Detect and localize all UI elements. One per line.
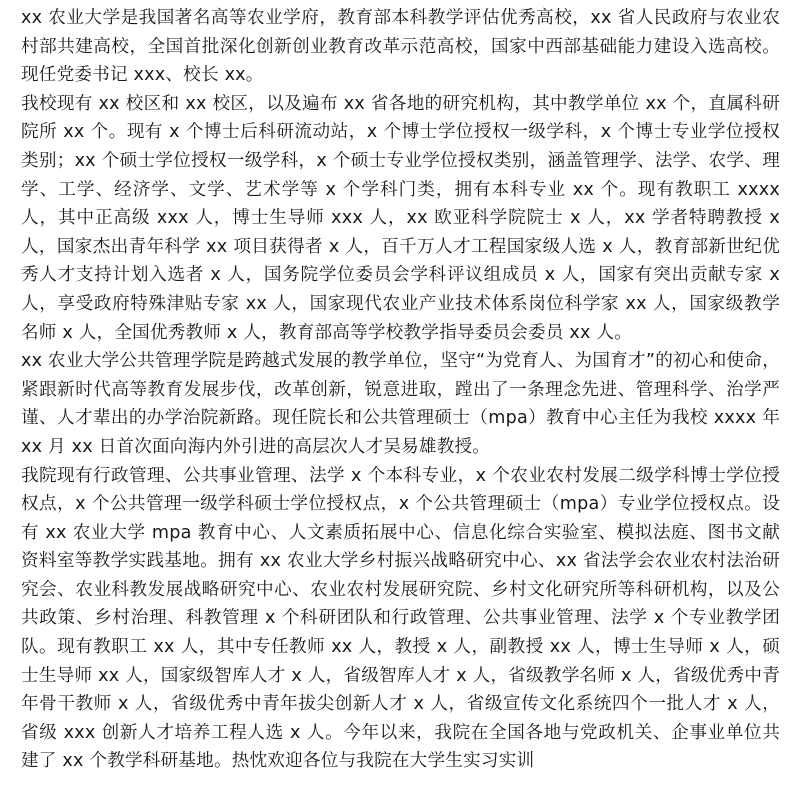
paragraph-campus-and-faculty: 我校现有 xx 校区和 xx 校区，以及遍布 xx 省各地的研究机构，其中教学单位 xx 个，直属科研院所 xx 个。现有 x 个博士后科研流动站，x 个博士学位授权一级学科，x 个博士专业学位授权类别；xx 个硕士学位授权一级学科，x 个硕士专业学位授权类别，涵盖管理学、法学、农学、理学、工学、经济学、文学、艺术学等 x 个学科门类，拥有本科专业 xx 个。现有教职工 xxxx 人，其中正高级 xxx 人，博士生导师 xxx 人，xx 欧亚科学院院士 x 人，xx 学者特聘教授 x 人，国家杰出青年科学 xx 项目获得者 x 人，百千万人才工程国家级人选 x 人，教育部新世纪优秀人才支持计划入选者 x 人，国务院学位委员会学科评议组成员 x 人，国家有突出贡献专家 x 人，享受政府特殊津贴专家 xx 人，国家现代农业产业技术体系岗位科学家 xx 人，国家级教学名师 x 人，全国优秀教师 x 人，教育部高等学校教学指导委员会委员 xx 人。 <box>21 93 780 343</box>
paragraph-college-programs: 我院现有行政管理、公共事业管理、法学 x 个本科专业，x 个农业农村发展二级学科博士学位授权点，x 个公共管理一级学科硕士学位授权点，x 个公共管理硕士（mpa）专业学位授权点。设有 xx 农业大学 mpa 教育中心、人文素质拓展中心、信息化综合实验室、模拟法庭、图书文献资料室等教学实践基地。拥有 xx 农业大学乡村振兴战略研究中心、xx 省法学会农业农村法治研究会、农业科教发展战略研究中心、农业农村发展研究院、乡村文化研究所等科研机构，以及公共政策、乡村治理、科教管理 x 个科研团队和行政管理、公共事业管理、法学 x 个专业教学团队。现有教职工 xx 人，其中专任教师 xx 人，教授 x 人，副教授 xx 人，博士生导师 x 人，硕士生导师 xx 人，国家级智库人才 x 人，省级智库人才 x 人，省级教学名师 x 人，省级优秀中青年骨干教师 x 人，省级优秀中青年拔尖创新人才 x 人，省级宣传文化系统四个一批人才 x 人，省级 xxx 创新人才培养工程人选 x 人。今年以来，我院在全国各地与党政机关、企事业单位共建了 xx 个教学科研基地。热忱欢迎各位与我院在大学生实习实训 <box>21 465 780 772</box>
paragraph-university-intro: xx 农业大学是我国著名高等农业学府，教育部本科教学评估优秀高校，xx 省人民政府与农业农村部共建高校，全国首批深化创新创业教育改革示范高校，国家中西部基础能力建设入选高校。现任党委书记 xxx、校长 xx。 <box>21 8 780 86</box>
paragraph-college-intro: xx 农业大学公共管理学院是跨越式发展的教学单位，坚守“为党育人、为国育才”的初心和使命，紧跟新时代高等教育发展步伐，改革创新，锐意进取，蹚出了一条理念先进、管理科学、治学严谨、人才辈出的办学治院新路。现任院长和公共管理硕士（mpa）教育中心主任为我校 xxxx 年 xx 月 xx 日首次面向海内外引进的高层次人才吴易雄教授。 <box>21 351 780 457</box>
